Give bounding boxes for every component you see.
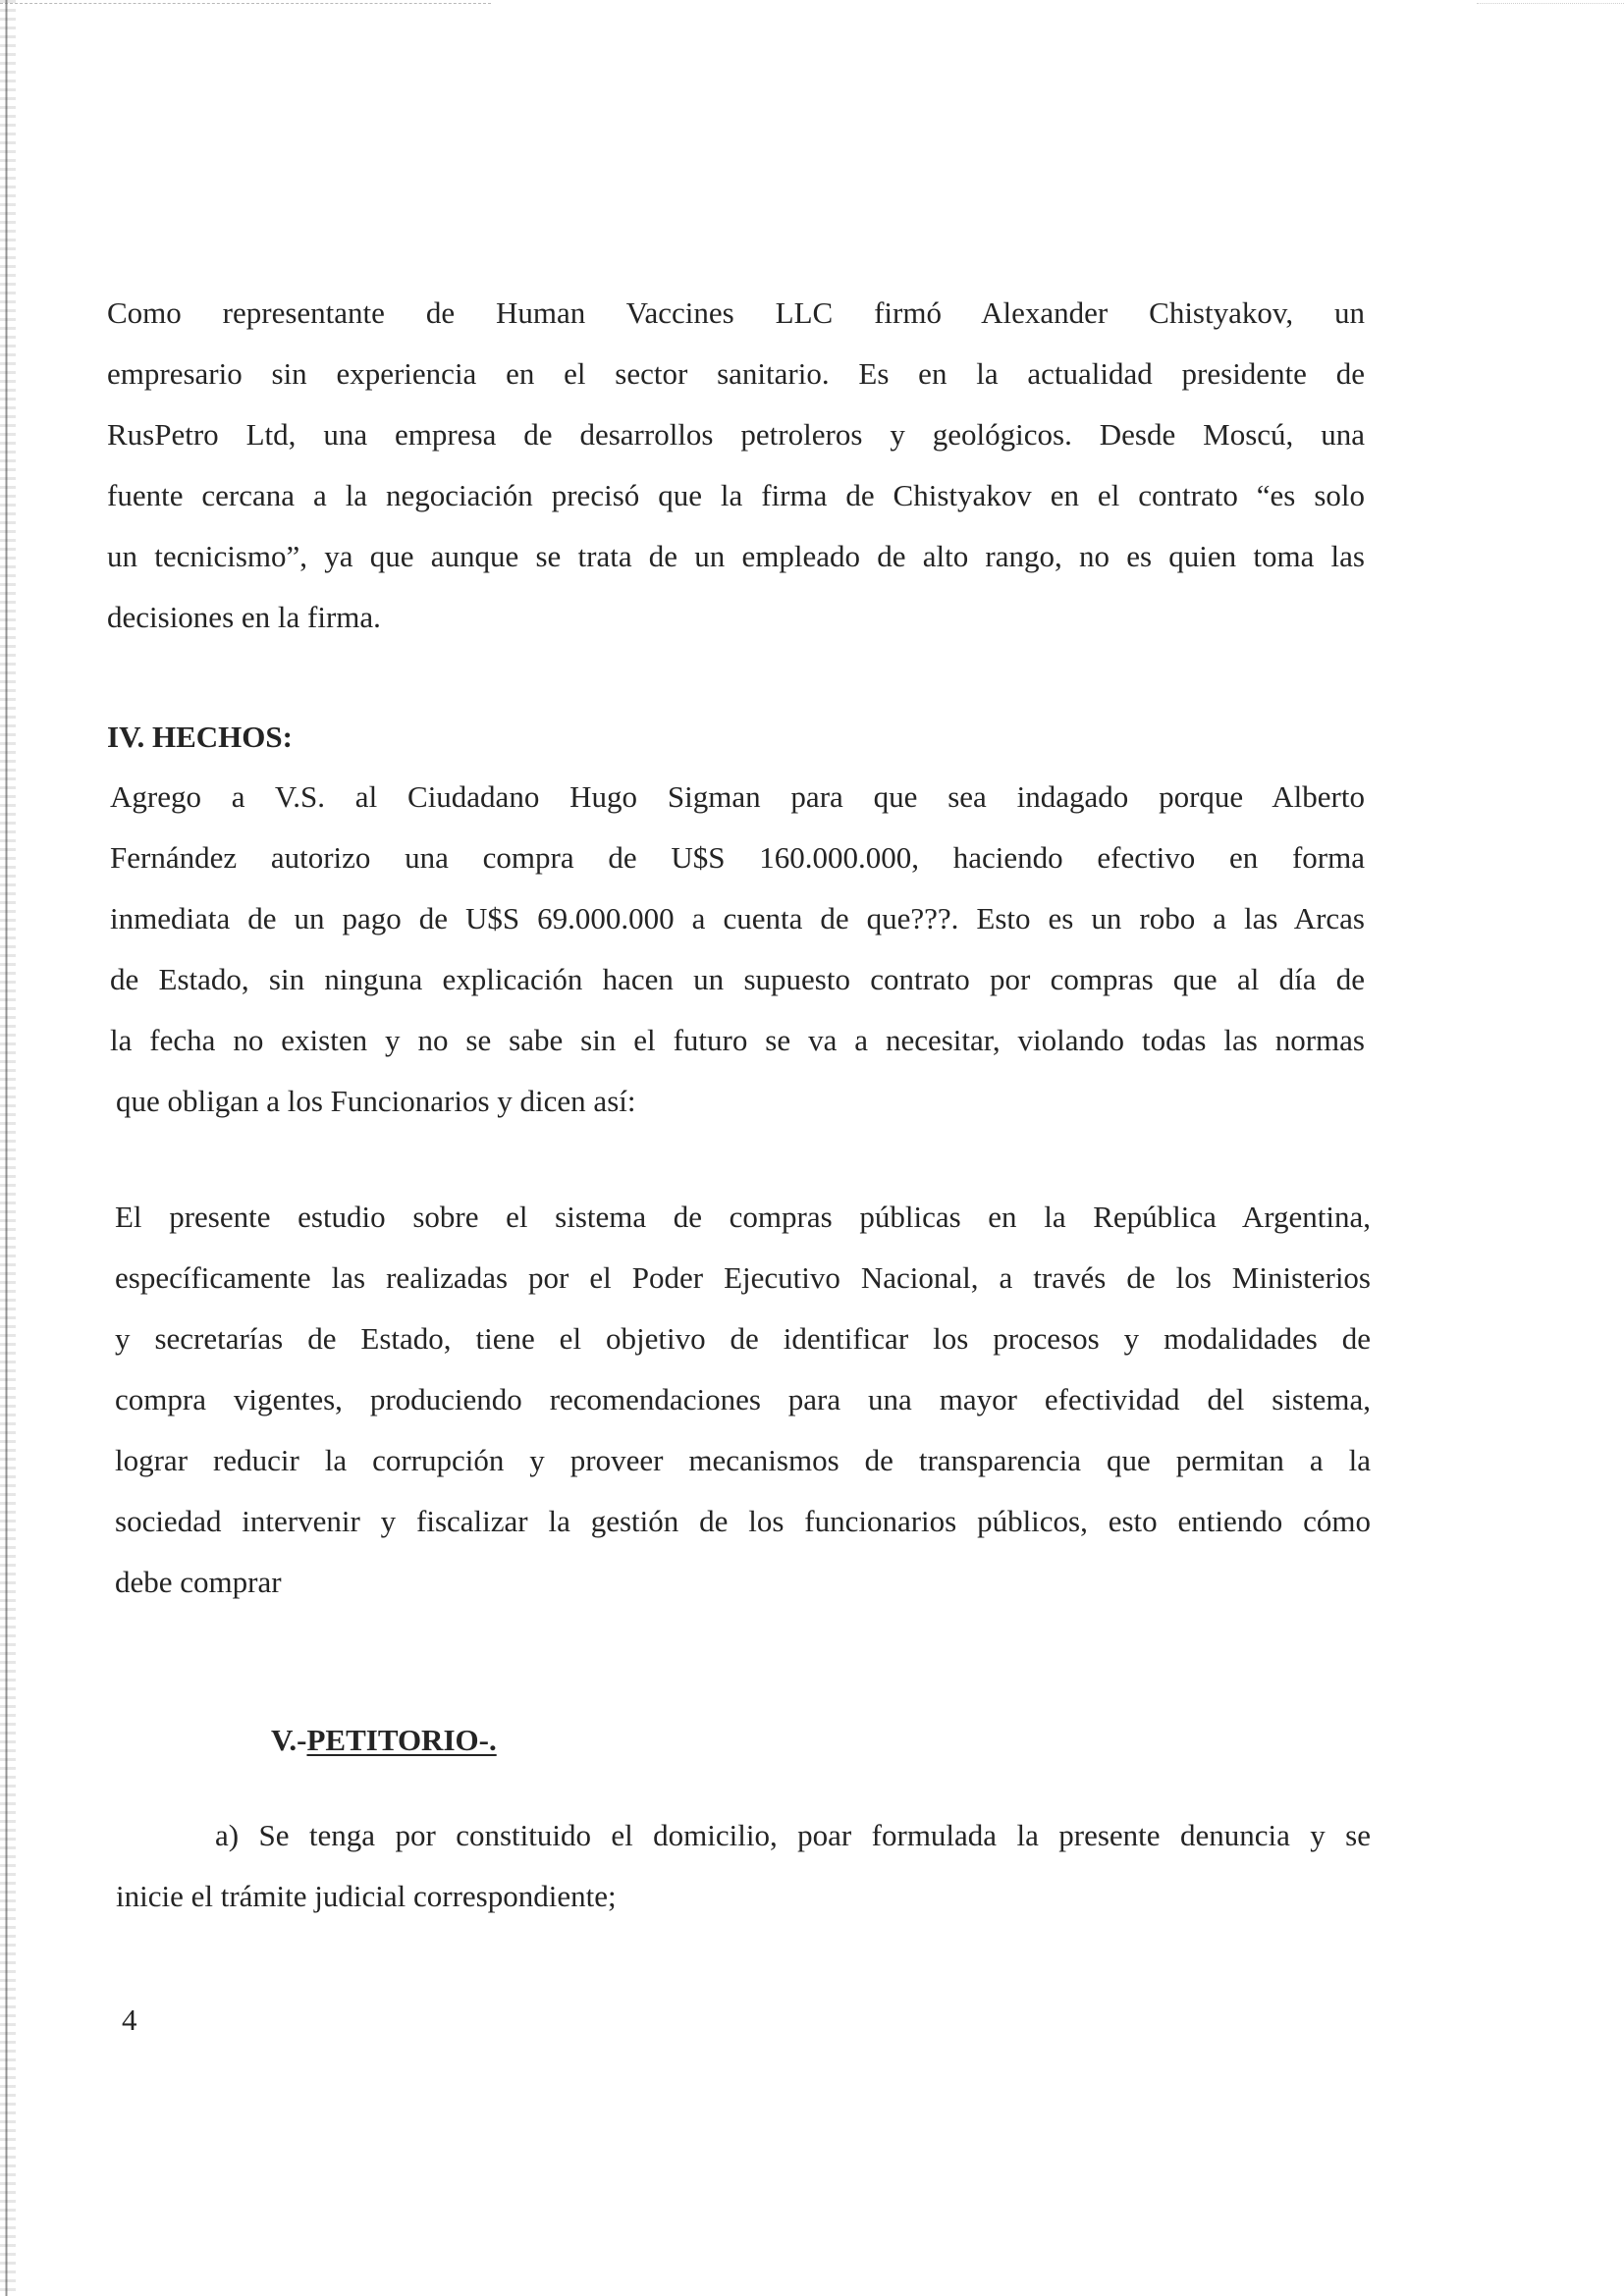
paragraph-line: El presente estudio sobre el sistema de compras públicas en la República Argentina, [115,1200,1371,1234]
paragraph-line: sociedad intervenir y fiscalizar la gestión de los funcionarios públicos, esto entiendo cómo [115,1504,1371,1538]
paragraph-line: Como representante de Human Vaccines LLC firmó Alexander Chistyakov, un [107,295,1365,330]
paragraph-line: empresario sin experiencia en el sector sanitario. Es en la actualidad presidente de [107,356,1365,391]
paragraph-line: Agrego a V.S. al Ciudadano Hugo Sigman para que sea indagado porque Alberto [110,779,1365,814]
scan-edge-top-right [1477,3,1624,4]
page-number: 4 [122,2002,137,2037]
paragraph-line: un tecnicismo”, ya que aunque se trata de un empleado de alto rango, no es quien toma las [107,539,1365,573]
scan-edge-left [0,0,16,2296]
intro-paragraph [107,283,1365,648]
paragraph-line: compra vigentes, produciendo recomendaciones para una mayor efectividad del sistema, [115,1382,1371,1416]
paragraph-line: decisiones en la firma. [107,600,381,634]
paragraph-line: debe comprar [115,1565,282,1599]
paragraph-line: y secretarías de Estado, tiene el objetivo de identificar los procesos y modalidades de [115,1321,1371,1356]
paragraph-line: lograr reducir la corrupción y proveer mecanismos de transparencia que permitan a la [115,1443,1371,1477]
paragraph-line: fuente cercana a la negociación precisó que la firma de Chistyakov en el contrato “es solo [107,478,1365,512]
paragraph-line: específicamente las realizadas por el Poder Ejecutivo Nacional, a través de los Ministerios [115,1260,1371,1295]
paragraph-line: de Estado, sin ninguna explicación hacen un supuesto contrato por compras que al día de [110,962,1365,996]
section-heading-petitorio [271,1710,497,1771]
paragraph-line: Fernández autorizo una compra de U$S 160.000.000, haciendo efectivo en forma [110,840,1365,875]
paragraph-line: inicie el trámite judicial correspondiente; [116,1879,617,1913]
paragraph-line: que obligan a los Funcionarios y dicen así: [116,1084,636,1118]
scan-edge-top [0,3,491,4]
paragraph-line: inmediata de un pago de U$S 69.000.000 a cuenta de que???. Esto es un robo a las Arcas [110,901,1365,935]
paragraph-line: RusPetro Ltd, una empresa de desarrollos petroleros y geológicos. Desde Moscú, una [107,417,1365,452]
paragraph-line: la fecha no existen y no se sabe sin el futuro se va a necesitar, violando todas las normas [110,1023,1365,1057]
petitorio-item-a [116,1805,1371,1927]
petitorio-title: PETITORIO-. [306,1723,497,1757]
estudio-paragraph [115,1187,1371,1613]
petitorio-prefix: V.- [271,1723,307,1757]
paragraph-line: a) Se tenga por constituido el domicilio, poar formulada la presente denuncia y se [215,1818,1371,1852]
hechos-paragraph [110,767,1365,1132]
section-heading-hechos: IV. HECHOS: [107,720,293,754]
